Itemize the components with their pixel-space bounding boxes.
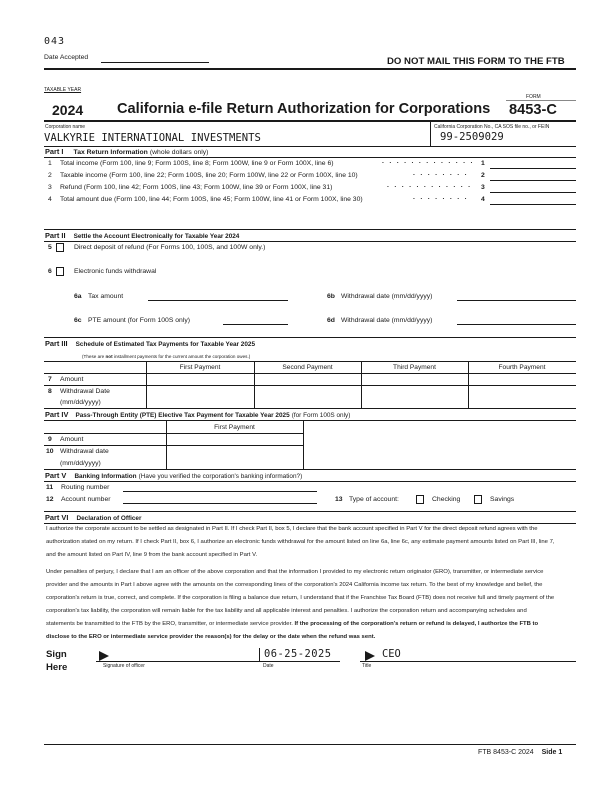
title-label: Title	[362, 663, 372, 669]
part6-title: Declaration of Officer	[76, 515, 142, 522]
line-1-amount-field[interactable]	[490, 168, 576, 169]
line-7-label: Amount	[60, 376, 84, 383]
part2-header	[45, 231, 239, 240]
part2-top-divider	[44, 229, 576, 230]
corp-divider	[430, 121, 431, 146]
line-13-label: Type of account:	[349, 496, 399, 503]
corporation-name-field[interactable]: VALKYRIE INTERNATIONAL INVESTMENTS	[44, 132, 261, 144]
part4-top-divider	[44, 408, 576, 409]
signature-date-divider	[259, 648, 260, 661]
part4-title: Pass-Through Entity (PTE) Elective Tax Payment for Taxable Year 2025	[75, 412, 290, 419]
line-4-amount-field[interactable]	[490, 204, 576, 205]
line-description: Taxable income (Form 100, line 22; Form 100S, line 20; Form 100W, line 22 or Form 100X, line 10)	[60, 172, 358, 179]
part1-label: Part I	[45, 147, 64, 156]
form-label: FORM	[526, 94, 541, 100]
date-accepted-label: Date Accepted	[44, 54, 89, 61]
part2-divider	[44, 241, 576, 242]
line-8-label: Withdrawal Date	[60, 388, 110, 395]
part3-header	[45, 339, 255, 348]
part2-label: Part II	[45, 231, 66, 240]
line-12-number: 12	[46, 496, 54, 503]
pte-amount-field[interactable]	[223, 324, 288, 325]
line-5-label: Direct deposit of refund (For Forms 100, 100S, and 100W only.)	[74, 244, 266, 251]
form-label-rule	[506, 100, 576, 101]
line-12-label: Account number	[61, 496, 111, 503]
part2-title: Settle the Account Electronically for Taxable Year 2024	[73, 233, 240, 240]
line-description: Total amount due (Form 100, line 44; Form 100S, line 45; Form 100W, line 41 or Form 100X, line 30)	[60, 196, 363, 203]
declaration-text: Under penalties of perjury, I declare that I am an officer of the above corporation and that the information I provided to my electronic return originator (ERO), transmitter, or intermediate service provider and the amounts in Part I above agree with the amounts on the corresponding lines of the corporation's 2024 California income tax return. To the best of my knowledge and belief, the corporation's return is true, correct, and complete. If the corporation is filing a balance due return, I understand that if the Franchise Tax Board (FTB) does not receive full and timely payment of the corporation's tax liability, the corporation will remain liable for the tax liability and all applicable interest and penalties. I authorize the corporation return and accompanying schedules and statements be transmitted to the FTB by the ERO, transmitter, or intermediate service provider.	[46, 569, 555, 627]
first-payment-date-cell[interactable]	[147, 386, 253, 407]
sign-label: Sign	[46, 649, 67, 660]
routing-number-field[interactable]	[123, 491, 317, 492]
part5-title: Banking Information	[74, 473, 137, 480]
line-6d-number: 6d	[327, 317, 335, 324]
column-header-third-payment: Third Payment	[393, 364, 436, 371]
line-6-label: Electronic funds withdrawal	[74, 268, 157, 275]
tax-year: 2024	[52, 102, 84, 118]
leader-dots: . . . . . . . . . . . .	[387, 182, 472, 189]
part1-divider	[44, 157, 576, 158]
part3-title: Schedule of Estimated Tax Payments for Taxable Year 2025	[75, 341, 256, 348]
officer-signature-field[interactable]	[113, 649, 253, 661]
line-10-label: Withdrawal date	[60, 448, 109, 455]
form-number: 8453-C	[509, 102, 557, 118]
part4-subtitle: (for Form 100S only)	[291, 412, 351, 419]
control-number: 043	[44, 36, 66, 47]
column-header-second-payment: Second Payment	[282, 364, 333, 371]
direct-deposit-checkbox[interactable]	[56, 243, 64, 252]
line-8-number: 8	[48, 388, 52, 395]
line-9-label: Amount	[60, 436, 84, 443]
footer-side: Side 1	[541, 749, 563, 756]
withdrawal-date-6d-field[interactable]	[457, 324, 576, 325]
part1-subtitle: (whole dollars only)	[149, 149, 209, 156]
part3-note	[82, 354, 250, 359]
column-header-fourth-payment: Fourth Payment	[498, 364, 546, 371]
part6-label: Part VI	[45, 513, 69, 522]
part1-header	[45, 147, 208, 156]
signature-arrow-icon	[99, 651, 109, 661]
do-not-mail-notice: DO NOT MAIL THIS FORM TO THE FTB	[387, 56, 565, 67]
line-6d-label: Withdrawal date (mm/dd/yyyy)	[341, 317, 433, 324]
taxable-year-label: TAXABLE YEAR	[44, 87, 82, 93]
signature-line	[96, 661, 340, 662]
officer-title-field[interactable]: CEO	[382, 648, 401, 660]
line-description: Refund (Form 100, line 42; Form 100S, line 43; Form 100W, line 39 or Form 100X, line 31)	[60, 184, 333, 191]
part4-header	[45, 410, 350, 419]
line-6b-number: 6b	[327, 293, 335, 300]
part5-divider	[44, 481, 576, 482]
part3-top-divider	[44, 337, 576, 338]
line-number: 3	[48, 184, 52, 191]
part5-subtitle: (Have you verified the corporation's banking information?)	[138, 473, 303, 480]
line-6c-number: 6c	[74, 317, 82, 324]
line-ref: 4	[481, 196, 485, 203]
line-11-label: Routing number	[61, 484, 110, 491]
title-divider	[44, 120, 576, 122]
third-payment-amount-cell[interactable]	[362, 374, 467, 385]
line-ref: 1	[481, 160, 485, 167]
part3-label: Part III	[45, 339, 68, 348]
part6-header	[45, 513, 141, 522]
savings-checkbox[interactable]	[474, 495, 482, 504]
fourth-payment-date-cell[interactable]	[469, 386, 575, 407]
line-6c-label: PTE amount (for Form 100S only)	[88, 317, 190, 324]
header-divider	[44, 68, 576, 70]
savings-label: Savings	[490, 496, 515, 503]
note-text: installment payments for the current amount the corporation owes.)	[112, 354, 251, 359]
form-title: California e-file Return Authorization for Corporations	[117, 101, 491, 117]
part5-top-divider	[44, 469, 576, 470]
line-ref: 3	[481, 184, 485, 191]
checking-checkbox[interactable]	[416, 495, 424, 504]
corporation-id-field[interactable]: 99-2509029	[440, 131, 504, 143]
column-header-pte-first-payment: First Payment	[214, 424, 255, 431]
electronic-withdrawal-checkbox[interactable]	[56, 267, 64, 276]
title-arrow-icon	[365, 651, 375, 661]
line-8-format: (mm/dd/yyyy)	[60, 399, 101, 406]
third-payment-date-cell[interactable]	[362, 386, 467, 407]
line-6-number: 6	[48, 268, 52, 275]
line-6b-label: Withdrawal date (mm/dd/yyyy)	[341, 293, 433, 300]
tax-amount-field[interactable]	[148, 300, 288, 301]
line-description: Total income (Form 100, line 9; Form 100S, line 8; Form 100W, line 9 or Form 100X, line 6)	[60, 160, 334, 167]
line-13-number: 13	[335, 496, 343, 503]
part4-label: Part IV	[45, 410, 69, 419]
pte-amount-cell[interactable]	[167, 434, 302, 445]
part5-header	[45, 471, 302, 480]
line-5-number: 5	[48, 244, 52, 251]
signature-date-field[interactable]: 06-25-2025	[264, 648, 332, 660]
line-7-number: 7	[48, 376, 52, 383]
pte-withdrawal-date-cell[interactable]	[167, 446, 302, 468]
here-label: Here	[46, 662, 68, 673]
corporation-name-label: Corporation name	[45, 124, 86, 130]
column-header-first-payment: First Payment	[179, 364, 221, 371]
first-payment-amount-cell[interactable]	[147, 374, 253, 385]
footer-form-ref: FTB 8453-C 2024	[478, 749, 534, 756]
line-6a-number: 6a	[74, 293, 82, 300]
line-6a-label: Tax amount	[88, 293, 124, 300]
title-line	[360, 661, 576, 662]
withdrawal-date-6b-field[interactable]	[457, 300, 576, 301]
line-3-amount-field[interactable]	[490, 192, 576, 193]
leader-dots: . . . . . . . .	[413, 194, 469, 201]
line-number: 4	[48, 196, 52, 203]
line-9-number: 9	[48, 436, 52, 443]
footer-divider	[44, 744, 576, 745]
part6-top-divider	[44, 511, 576, 512]
part1-title: Tax Return Information	[73, 149, 148, 156]
date-accepted-field[interactable]	[101, 62, 209, 63]
leader-dots: . . . . . . . . . . . . .	[382, 158, 475, 165]
leader-dots: . . . . . . . .	[413, 170, 469, 177]
second-payment-date-cell[interactable]	[255, 386, 360, 407]
signature-label: Signature of officer	[103, 663, 145, 669]
date-label: Date	[263, 663, 274, 669]
line-2-amount-field[interactable]	[490, 180, 576, 181]
line-number: 2	[48, 172, 52, 179]
line-11-number: 11	[46, 484, 54, 491]
checking-label: Checking	[432, 496, 461, 503]
account-number-field[interactable]	[123, 503, 317, 504]
line-number: 1	[48, 160, 52, 167]
footer	[478, 749, 562, 756]
note-emphasis: not	[105, 354, 113, 359]
declaration-disclosure-text: If the processing of the corporation's return or refund is delayed, I authorize the FTB to disclose to the ERO or intermediate service provider the reason(s) for the delay or the date when the refund was sent.	[46, 620, 539, 640]
corporation-id-label: California Corporation No., CA SOS file no., or FEIN	[434, 124, 550, 130]
line-ref: 2	[481, 172, 485, 179]
line-10-number: 10	[46, 448, 54, 455]
second-payment-amount-cell[interactable]	[255, 374, 360, 385]
fourth-payment-amount-cell[interactable]	[469, 374, 575, 385]
note-text: (These are	[82, 354, 106, 359]
line-10-format: (mm/dd/yyyy)	[60, 460, 101, 467]
perjury-declaration-paragraph	[46, 566, 556, 643]
part5-label: Part V	[45, 471, 67, 480]
authorization-paragraph: I authorize the corporate account to be settled as designated in Part II. If I check Part II, box 5, I declare that the bank account specified in Part V for the direct deposit refund agrees with the authorization stated on my return. If I check Part II, box 6, I authorize an electronic funds withdrawal for the amount listed on line 6a, line 6c, any estimate payment amounts listed on Part III, line 7, and the amount listed on Part IV, line 9 from the bank account specified in Part V.	[46, 526, 555, 558]
